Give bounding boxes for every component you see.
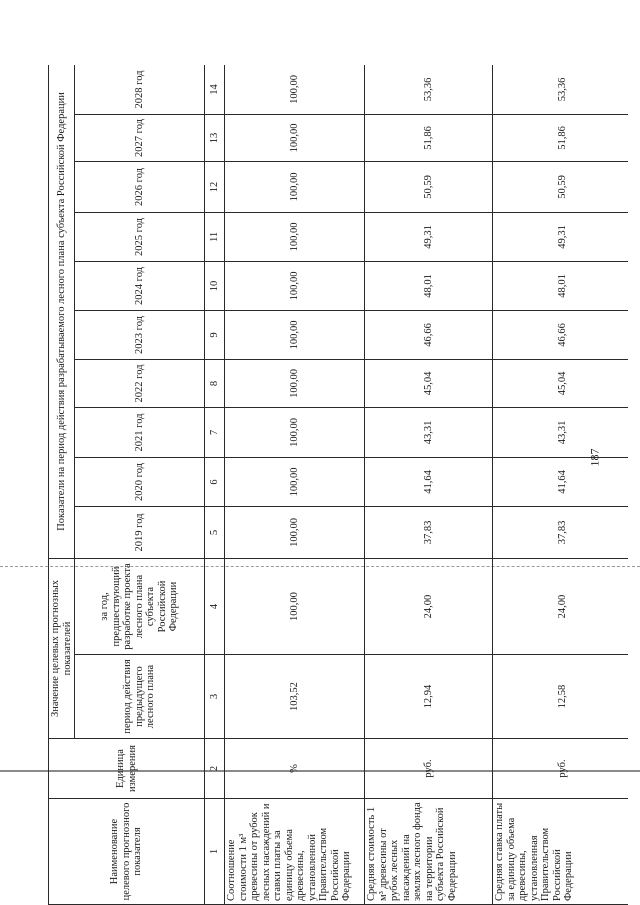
row-name: Соотношение стоимости 1 м³ древесины от рубок лесных насаждений и ставки платы за единицу объема древесины, установленной Правительством Российской Федерации xyxy=(225,799,365,905)
row-value: 53,36 xyxy=(365,65,493,114)
column-number: 8 xyxy=(205,359,225,407)
row-prev-period: 12,94 xyxy=(365,655,493,739)
row-unit: руб. xyxy=(365,739,493,799)
row-value: 46,66 xyxy=(493,310,629,359)
row-prev-period: 12,58 xyxy=(493,655,629,739)
header-prev-year: за год, предшествующий разработке проекта лесного плана субъекта Российской Федерации xyxy=(75,558,205,654)
header-year: 2026 год xyxy=(75,161,205,212)
row-value: 100,00 xyxy=(225,506,365,558)
column-number: 3 xyxy=(205,655,225,739)
row-value: 37,83 xyxy=(493,506,629,558)
header-values-group: Значение целевых прогнозных показателей xyxy=(49,558,75,738)
row-value: 100,00 xyxy=(225,310,365,359)
row-value: 48,01 xyxy=(365,261,493,310)
row-value: 100,00 xyxy=(225,261,365,310)
column-number: 7 xyxy=(205,407,225,457)
row-value: 46,66 xyxy=(365,310,493,359)
column-number: 5 xyxy=(205,506,225,558)
row-value: 100,00 xyxy=(225,359,365,407)
header-year: 2021 год xyxy=(75,407,205,457)
column-number: 11 xyxy=(205,212,225,261)
header-year: 2028 год xyxy=(75,65,205,114)
row-value: 51,86 xyxy=(365,114,493,161)
row-unit: % xyxy=(225,739,365,799)
rotated-table-area xyxy=(48,65,628,905)
row-value: 100,00 xyxy=(225,65,365,114)
row-prev-year: 24,00 xyxy=(365,558,493,654)
page-number: 187 xyxy=(587,448,602,467)
row-value: 43,31 xyxy=(493,407,629,457)
column-number: 2 xyxy=(205,739,225,799)
row-value: 41,64 xyxy=(493,457,629,506)
column-number: 13 xyxy=(205,114,225,161)
row-value: 49,31 xyxy=(365,212,493,261)
row-value: 41,64 xyxy=(365,457,493,506)
row-value: 43,31 xyxy=(365,407,493,457)
row-value: 48,01 xyxy=(493,261,629,310)
row-name: Средняя ставка платы за единицу объема древесины, установленная Правительством Российской Федерации xyxy=(493,799,629,905)
row-value: 45,04 xyxy=(365,359,493,407)
row-value: 100,00 xyxy=(225,212,365,261)
row-value: 100,00 xyxy=(225,457,365,506)
header-year: 2023 год xyxy=(75,310,205,359)
row-value: 100,00 xyxy=(225,161,365,212)
table-row xyxy=(365,65,493,905)
column-number: 9 xyxy=(205,310,225,359)
header-year: 2019 год xyxy=(75,506,205,558)
header-prev-period: период действия предыдущего лесного плана xyxy=(75,655,205,739)
row-value: 51,86 xyxy=(493,114,629,161)
row-prev-year: 24,00 xyxy=(493,558,629,654)
row-value: 45,04 xyxy=(493,359,629,407)
row-unit: руб. xyxy=(493,739,629,799)
row-prev-period: 103,52 xyxy=(225,655,365,739)
row-value: 53,36 xyxy=(493,65,629,114)
column-number: 12 xyxy=(205,161,225,212)
header-forecast-group: Показатели на период действия разрабатываемого лесного плана субъекта Российской Федерации xyxy=(49,65,75,558)
header-year: 2020 год xyxy=(75,457,205,506)
column-number: 14 xyxy=(205,65,225,114)
header-year: 2022 год xyxy=(75,359,205,407)
row-value: 37,83 xyxy=(365,506,493,558)
header-year: 2027 год xyxy=(75,114,205,161)
table-row xyxy=(493,65,629,905)
row-value: 50,59 xyxy=(365,161,493,212)
header-year: 2025 год xyxy=(75,212,205,261)
table-row xyxy=(225,65,365,905)
header-year: 2024 год xyxy=(75,261,205,310)
row-value: 100,00 xyxy=(225,407,365,457)
forecast-indicators-table xyxy=(48,65,628,905)
row-value: 49,31 xyxy=(493,212,629,261)
header-unit: Единица измерения xyxy=(49,739,205,799)
column-number: 4 xyxy=(205,558,225,654)
header-name: Наименование целевого прогнозного показателя xyxy=(49,799,205,905)
column-number: 10 xyxy=(205,261,225,310)
row-name: Средняя стоимость 1 м³ древесины от рубок лесных насаждений на землях лесного фонда на территории субъекта Российской Федерации xyxy=(365,799,493,905)
row-value: 100,00 xyxy=(225,114,365,161)
column-number: 6 xyxy=(205,457,225,506)
column-number: 1 xyxy=(205,799,225,905)
row-value: 50,59 xyxy=(493,161,629,212)
row-prev-year: 100,00 xyxy=(225,558,365,654)
